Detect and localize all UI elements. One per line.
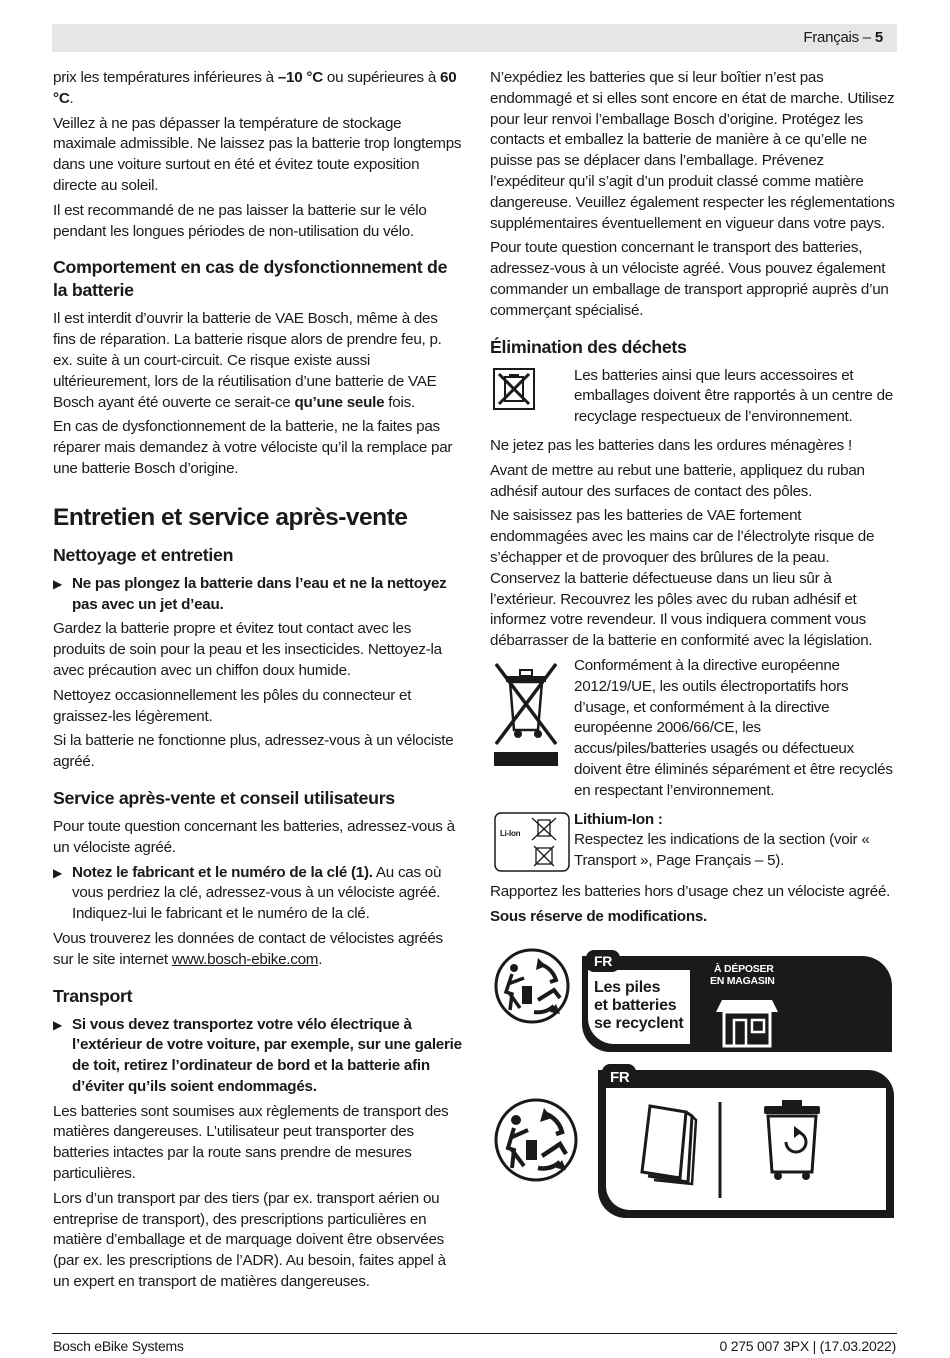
malfunction-paragraph-2: En cas de dysfonctionnement de la batterie, ne la faites pas réparer mais demandez à votre vélociste qu’il la remplace par une batterie Bosch d’origine. <box>53 418 453 477</box>
storage-paragraph-2: Il est recommandé de ne pas laisser la batterie sur le vélo pendant les longues périodes de non-utilisation du vélo. <box>53 201 427 240</box>
liion-row <box>490 810 897 879</box>
footer-divider <box>52 1333 897 1334</box>
service-heading: Entretien et service après-vente <box>53 503 408 531</box>
left-column <box>53 68 463 1297</box>
header-language: Français – <box>803 28 871 46</box>
return-batteries-paragraph: Rapportez les batteries hors d’usage chez un vélociste agréé. <box>490 883 891 901</box>
disposal-heading: Élimination des déchets <box>490 336 687 357</box>
triman-text-line2: et batteries <box>594 997 677 1014</box>
triman-paper-logo <box>490 1062 895 1227</box>
page-number: 5 <box>874 28 883 46</box>
aftersales-heading: Service après-vente et conseil utilisateurs <box>53 787 395 808</box>
transport-warning: ▶ Si vous devez transportez votre vélo électrique à l’extérieur de votre voiture, par exemple, sur une galerie de toit, retirez l’ordinateur de bord et la batterie afin d’éviter qu’ils soient endommagés. <box>53 1015 463 1098</box>
modifications-note: Sous réserve de modifications. <box>490 908 708 926</box>
footer-doc-number: 0 275 007 3PX | (17.03.2022) <box>719 1338 896 1354</box>
liion-badge-text: Li-Ion <box>500 828 521 838</box>
triman-store-line1: À DÉPOSER <box>714 963 774 975</box>
triman-person-icon-2 <box>496 1100 576 1180</box>
aftersales-paragraph: Pour toute question concernant les batteries, adressez-vous à un vélociste agréé. <box>53 817 455 856</box>
triman-country-label: FR <box>594 953 613 969</box>
bullet-arrow-icon: ▶ <box>53 576 62 591</box>
weee-row: Conformément à la directive européenne 2012/19/UE, les outils électroportatifs hors d’usage, et conformément à la directive européenne 2006/66/CE, les accus/piles/batteries usagés ou défectueux doivent être éliminés séparément et être recyclés en respectant l’environnement. <box>490 656 897 806</box>
tape-paragraph: Avant de mettre au rebut une batterie, appliquez du ruban adhésif autour des surfaces de contact des pôles. <box>490 461 865 500</box>
crossed-wheelie-bin-icon <box>492 658 560 768</box>
bosch-ebike-link[interactable]: www.bosch-ebike.com <box>171 950 319 968</box>
liion-title: Lithium-Ion : <box>574 810 663 828</box>
no-household-waste-icon <box>493 368 535 410</box>
storage-paragraph: Veillez à ne pas dépasser la température de stockage maximale admissible. Ne laissez pas la batterie trop longtemps dans une voiture surtout en été et évitez toute exposition directe au soleil. <box>53 114 462 194</box>
cleaning-paragraph-2: Nettoyez occasionnellement les pôles du connecteur et graissez-les légèrement. <box>53 686 412 725</box>
page-header <box>52 24 897 52</box>
shipping-paragraph-2: Pour toute question concernant le transport des batteries, adressez-vous à un vélociste agréé. Vous pouvez également commander un emballage de transport approprié auprès d’un commerçant spécialisé. <box>490 239 889 319</box>
triman-battery-logo <box>490 948 895 1061</box>
no-household-paragraph: Ne jetez pas les batteries dans les ordures ménagères ! <box>490 436 852 454</box>
page-footer <box>53 1336 896 1357</box>
recycling-row: Les batteries ainsi que leurs accessoires et emballages doivent être rapportés à un centre de recyclage respectueux de l’environnement. <box>490 366 897 432</box>
triman-person-icon <box>496 950 568 1022</box>
cleaning-paragraph-3: Si la batterie ne fonctionne plus, adressez-vous à un vélociste agréé. <box>53 732 454 771</box>
liion-battery-icon <box>494 812 570 872</box>
storage-temperature-paragraph: prix les températures inférieures à –10 °C ou supérieures à 60 °C. <box>53 69 457 107</box>
cleaning-paragraph: Gardez la batterie propre et évitez tout contact avec les produits de soin pour la peau et les insecticides. Nettoyez-la avec précaution avec un chiffon doux humide. <box>53 620 442 679</box>
transport-paragraph: Les batteries sont soumises aux règlements de transport des matières dangereuses. L’utilisateur peut transporter des batteries intactes par la route sans prendre de mesures particulières. <box>53 1102 449 1183</box>
bullet-arrow-icon: ▶ <box>53 1017 62 1032</box>
triman-store-line2: EN MAGASIN <box>710 975 775 987</box>
bullet-arrow-icon: ▶ <box>53 865 62 880</box>
key-number-note: ▶ Notez le fabricant et le numéro de la clé (1). Au cas où vous perdriez la clé, adressez-vous à un vélociste agréé. Indiquez-lui le fabricant et le numéro de la clé. <box>53 863 463 925</box>
right-column <box>490 68 897 932</box>
shipping-paragraph: N’expédiez les batteries que si leur boîtier n’est pas endommagé et si elles sont encore en état de marche. Utilisez pour leur renvoi l’emballage Bosch d’origine. Protégez les contacts et emballez la batterie de manière à ce qu’elle ne puisse pas se déplacer dans l’emballage. Prévenez l’expéditeur qu’il s’agit d’un produit classé comme matière dangereuse. Veuillez également respecter les réglementations supplémentaires éventuellement en vigueur dans votre pays. <box>490 69 895 232</box>
damaged-battery-paragraph: Ne saisissez pas les batteries de VAE fortement endommagées avec les mains car de l’électrolyte risque de s’échapper et de provoquer des brûlures de la peau. Conservez la batterie défectueuse dans un lieu sûr à l’extérieur. Recouvrez les pôles avec du ruban adhésif et informez votre revendeur. Il vous indiquera comment vous débarrasser de la batterie en conformité avec la législation. <box>490 507 875 650</box>
store-icon <box>716 1000 778 1046</box>
transport-heading: Transport <box>53 985 133 1006</box>
triman2-country-label: FR <box>610 1069 630 1086</box>
triman-text-line3: se recyclent <box>594 1015 684 1032</box>
triman-text-line1: Les piles <box>594 979 661 996</box>
cleaning-heading: Nettoyage et entretien <box>53 544 234 565</box>
footer-company: Bosch eBike Systems <box>53 1338 184 1354</box>
malfunction-paragraph: Il est interdit d’ouvrir la batterie de VAE Bosch, même à des fins de réparation. La batterie risque alors de prendre feu, p. ex. suite à un court-circuit. Ce risque existe aussi ultérieurement, lors de la réutilisation d’une batterie de VAE Bosch ayant été ouverte ce serait-ce qu’une seule fois. <box>53 310 442 411</box>
transport-paragraph-2: Lors d’un transport par des tiers (par ex. transport aérien ou entreprise de transport), des prescriptions particulières en matière d’emballage et de marquage doivent être observées (par ex. les prescriptions de l’ADR). Au besoin, faites appel à un expert en transport de matières dangereuses. <box>53 1189 446 1291</box>
malfunction-heading: Comportement en cas de dysfonctionnement de la batterie <box>53 257 448 301</box>
dealer-contact-paragraph: Vous trouverez les données de contact de vélocistes agréés sur le site internet www.bosch-ebike.com. <box>53 929 443 968</box>
cleaning-warning: ▶ Ne pas plongez la batterie dans l’eau et ne la nettoyez pas avec un jet d’eau. <box>53 574 463 616</box>
liion-text: Respectez les indications de la section (voir « Transport », Page Français – 5). <box>574 831 870 870</box>
